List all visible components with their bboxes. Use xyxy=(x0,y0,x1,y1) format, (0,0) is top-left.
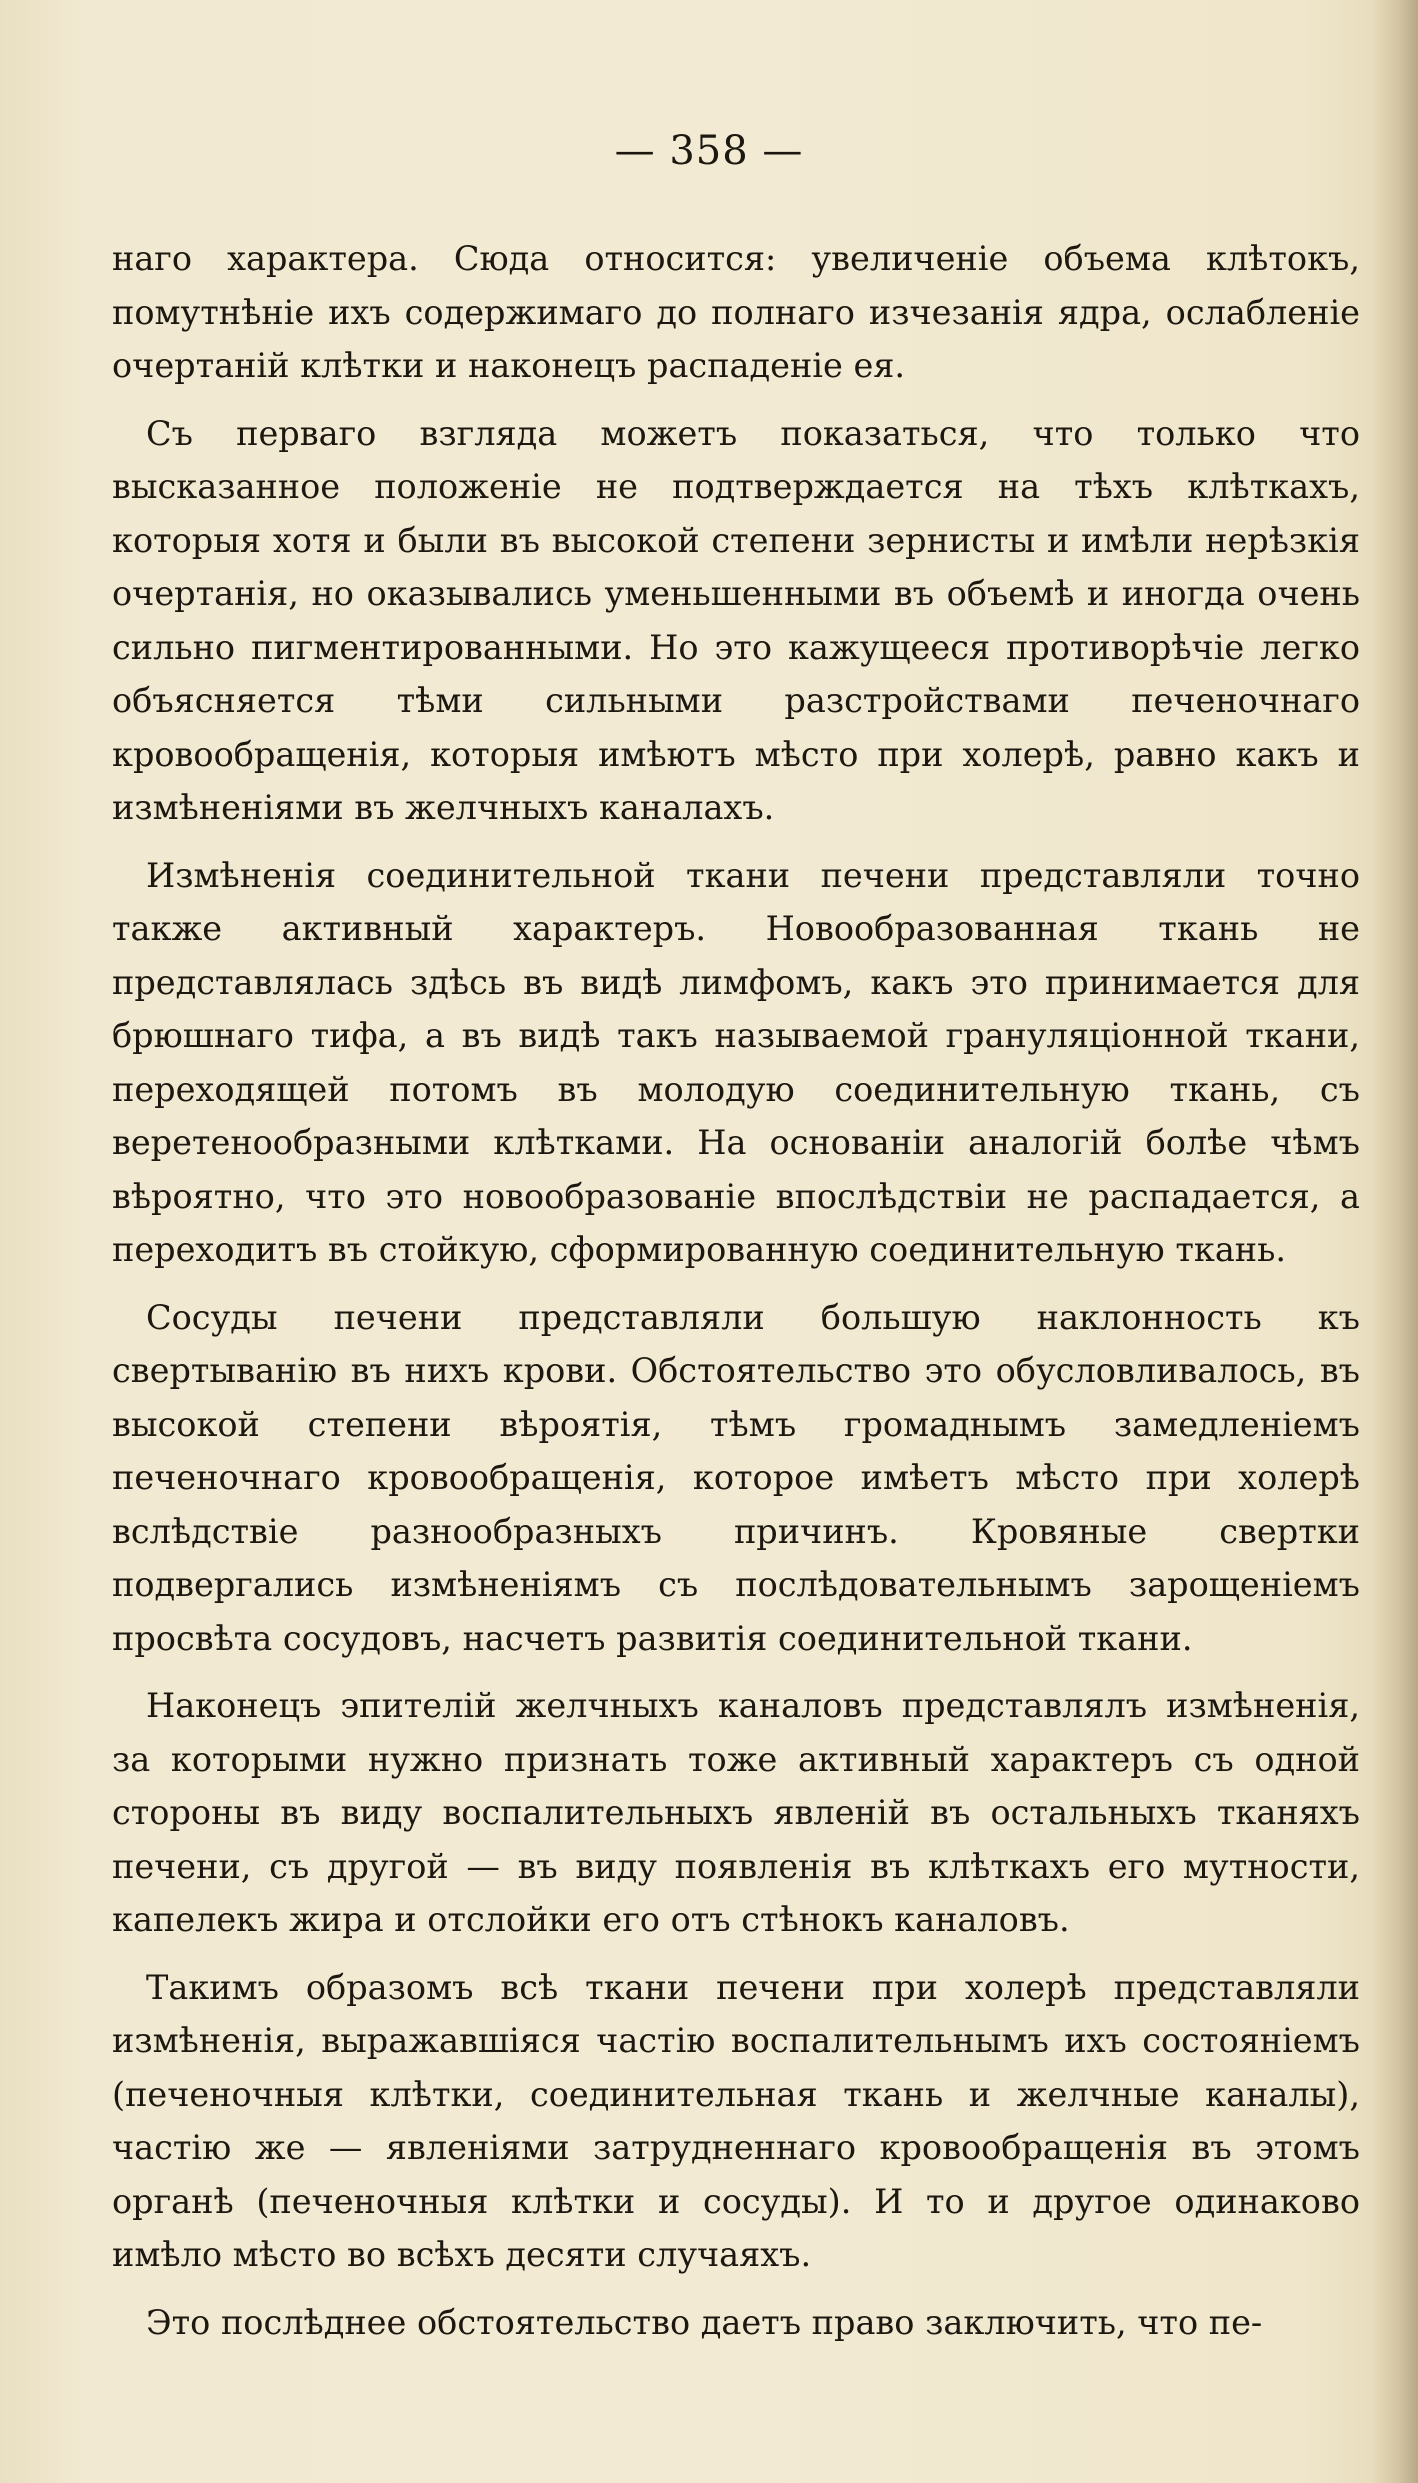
main-text xyxy=(112,232,1360,2363)
page-edge-shadow xyxy=(1372,0,1418,2483)
paragraph-4: Сосуды печени представляли большую наклонность къ свертыванію въ нихъ крови. Обстоятельство это обусловливалось, въ высокой степени вѣроятія, тѣмъ громаднымъ замедленіемъ печеночнаго кровообращенія, которое имѣетъ мѣсто при холерѣ вслѣдствіе разнообразныхъ причинъ. Кровяные свертки подвергались измѣненіямъ съ послѣдовательнымъ зарощеніемъ просвѣта сосудовъ, насчетъ развитія соединительной ткани. xyxy=(112,1297,1360,1658)
page-number: — 358 — xyxy=(614,128,804,174)
paragraph-7: Это послѣднее обстоятельство даетъ право заключить, что пе- xyxy=(146,2302,1263,2342)
paragraph-6: Такимъ образомъ всѣ ткани печени при холерѣ представляли измѣненія, выражавшіяся частію воспалительнымъ ихъ состояніемъ (печеночныя клѣтки, соединительная ткань и желчные каналы), частію же — явленіями затрудненнаго кровообращенія въ этомъ органѣ (печеночныя клѣтки и сосуды). И то и другое одинаково имѣло мѣсто во всѣхъ десяти случаяхъ. xyxy=(112,1967,1360,2274)
paragraph-3: Измѣненія соединительной ткани печени представляли точно также активный характеръ. Новообразованная ткань не представлялась здѣсь въ видѣ лимфомъ, какъ это принимается для брюшнаго тифа, а въ видѣ такъ называемой грануляціонной ткани, переходящей потомъ въ молодую соединительную ткань, съ веретенообразными клѣтками. На основаніи аналогій болѣе чѣмъ вѣроятно, что это новообразованіе впослѣдствіи не распадается, а переходитъ въ стойкую, сформированную соединительную ткань. xyxy=(112,855,1360,1269)
paragraph-5: Наконецъ эпителій желчныхъ каналовъ представлялъ измѣненія, за которыми нужно признать тоже активный характеръ съ одной стороны въ виду воспалительныхъ явленій въ остальныхъ тканяхъ печени, съ другой — въ виду появленія въ клѣткахъ его мутности, капелекъ жира и отслойки его отъ стѣнокъ каналовъ. xyxy=(112,1686,1360,1939)
paragraph-1: наго характера. Сюда относится: увеличеніе объема клѣтокъ, помутнѣніе ихъ содержимаго до полнаго изчезанія ядра, ослабленіе очертаній клѣтки и наконецъ распаденіе ея. xyxy=(112,239,1360,385)
paragraph-2: Съ перваго взгляда можетъ показаться, что только что высказанное положеніе не подтверждается на тѣхъ клѣткахъ, которыя хотя и были въ высокой степени зернисты и имѣли нерѣзкія очертанія, но оказывались уменьшенными въ объемѣ и иногда очень сильно пигментированными. Но это кажущееся противорѣчіе легко объясняется тѣми сильными разстройствами печеночнаго кровообращенія, которыя имѣютъ мѣсто при холерѣ, равно какъ и измѣненіями въ желчныхъ каналахъ. xyxy=(112,413,1360,827)
